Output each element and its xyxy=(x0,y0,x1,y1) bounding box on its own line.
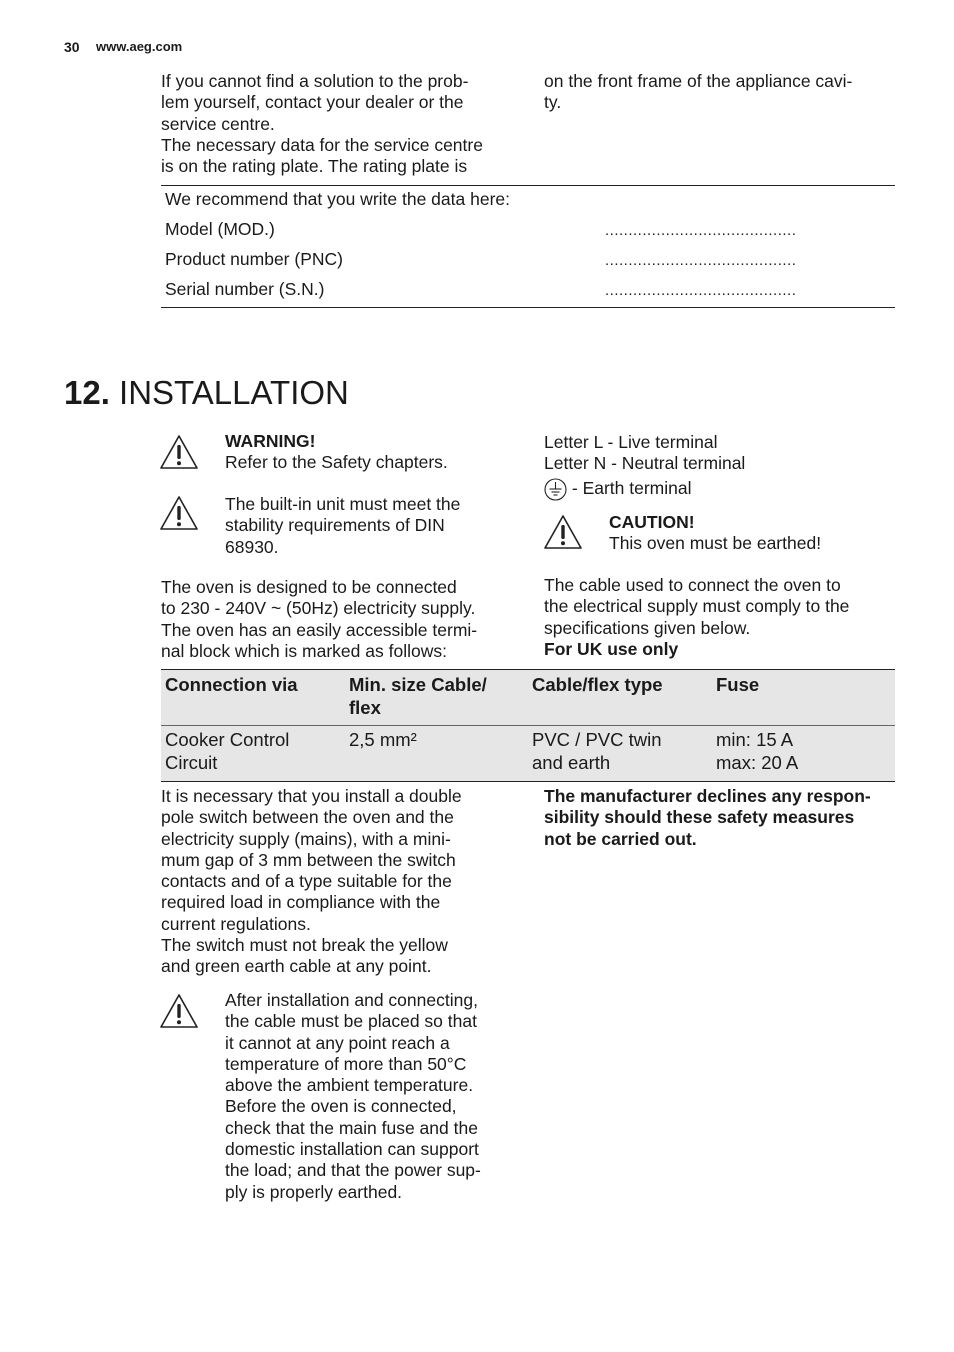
warning-triangle-icon xyxy=(159,434,199,470)
earth-ground-icon xyxy=(544,478,567,501)
terminal-list xyxy=(544,432,899,501)
table-header-fuse: Fuse xyxy=(716,674,760,695)
table-header-connection: Connection via xyxy=(165,674,298,695)
warning-2: The built-in unit must meet the stability requirements of DIN 68930. xyxy=(225,494,461,557)
warning-1-title: WARNING! xyxy=(225,431,316,451)
table-cell-cable-type: PVC / PVC twin and earth xyxy=(532,729,662,773)
model-field[interactable]: ......................................... xyxy=(605,222,797,239)
intro-left: If you cannot find a solution to the prob- lem yourself, contact your dealer or the service centre. The necessary data for the service centre is on the rating plate. The rating plate is xyxy=(161,71,483,177)
caution xyxy=(609,512,899,555)
uk-only-label: For UK use only xyxy=(544,638,679,659)
pnc-field[interactable]: ......................................... xyxy=(605,252,797,269)
warning-triangle-icon xyxy=(159,495,199,531)
serial-field[interactable]: ......................................... xyxy=(605,282,797,299)
table-cell-min-size: 2,5 mm² xyxy=(349,729,417,750)
warning-3: After installation and connecting, the cable must be placed so that it cannot at any point reach a temperature of more than 50°C above the ambient temperature. Before the oven is connected, check that the main fuse and the domestic installation can support the load; and that the power sup- ply is properly earthed. xyxy=(225,990,481,1202)
caution-text: This oven must be earthed! xyxy=(609,533,822,554)
oven-supply-text: The oven is designed to be connected to 230 - 240V ~ (50Hz) electricity supply. The oven has an easily accessible termi- nal block which is marked as follows: xyxy=(161,577,478,661)
cable-spec-text: The cable used to connect the oven to the electrical supply must comply to the specifications given below. For UK use only xyxy=(544,575,899,660)
table-header-min-size: Min. size Cable/ flex xyxy=(349,674,487,718)
table-header-cable-type: Cable/flex type xyxy=(532,674,663,695)
live-terminal: Letter L - Live terminal xyxy=(544,432,718,452)
warning-1 xyxy=(225,431,520,474)
warning-1-text: Refer to the Safety chapters. xyxy=(225,452,448,473)
table-cell-connection: Cooker Control Circuit xyxy=(165,729,290,773)
table-header-rule xyxy=(161,725,895,726)
pnc-label: Product number (PNC) xyxy=(165,249,343,269)
table-cell-fuse: min: 15 A max: 20 A xyxy=(716,729,799,773)
page-number: 30 xyxy=(64,39,80,55)
switch-requirement-text: It is necessary that you install a double pole switch between the oven and the electricity supply (mains), with a mini- mum gap of 3 mm between the switch contacts and of a type suitable for the required load in compliance with the current regulations. The switch must not break the yellow and green earth cable at any point. xyxy=(161,786,462,977)
data-box-heading: We recommend that you write the data here: xyxy=(165,189,510,209)
model-label: Model (MOD.) xyxy=(165,219,275,239)
section-heading xyxy=(64,374,349,412)
manufacturer-disclaimer: The manufacturer declines any respon- sibility should these safety measures not be carried out. xyxy=(544,786,871,849)
earth-terminal-line xyxy=(544,478,899,501)
section-number: 12. xyxy=(64,374,110,411)
earth-terminal: - Earth terminal xyxy=(571,477,692,498)
table-bottom-rule xyxy=(161,781,895,782)
intro-right: on the front frame of the appliance cavi- ty. xyxy=(544,71,853,113)
header-url: www.aeg.com xyxy=(96,39,183,54)
warning-triangle-icon xyxy=(159,993,199,1029)
caution-title: CAUTION! xyxy=(609,512,695,532)
warning-triangle-icon xyxy=(543,514,583,550)
data-box-bottom-rule xyxy=(161,307,895,308)
section-title: INSTALLATION xyxy=(119,374,349,411)
serial-label: Serial number (S.N.) xyxy=(165,279,325,299)
neutral-terminal: Letter N - Neutral terminal xyxy=(544,453,746,474)
data-box-top-rule xyxy=(161,185,895,186)
